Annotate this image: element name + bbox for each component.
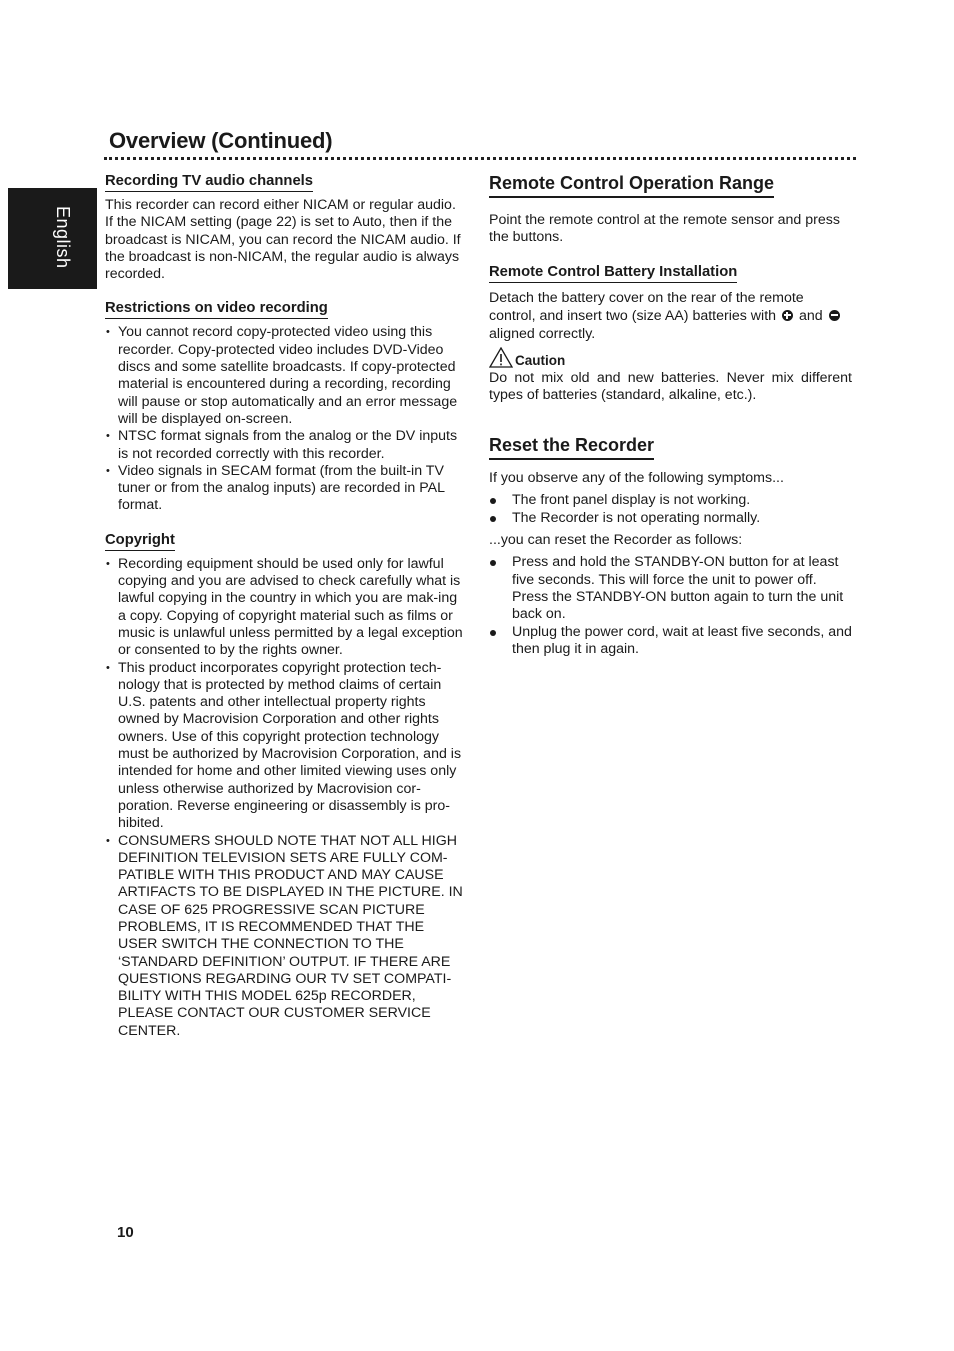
restrictions-list (105, 324, 467, 514)
section-recording-tv-audio (105, 172, 467, 283)
battery-body-text: Detach the battery cover on the rear of the remote control, and insert two (size AA) batteries with (489, 289, 804, 324)
battery-and-text: and (798, 307, 823, 324)
caution-text: Do not mix old and new batteries. Never mix different types of batteries (standard, alkaline, etc.). (489, 369, 852, 403)
reset-transition: ...you can reset the Recorder as follows: (489, 532, 743, 549)
reset-intro: If you observe any of the following symptoms... (489, 470, 784, 487)
copyright-list (105, 556, 467, 1040)
copyright-item: • This product incorporates copyright protection tech-nology that is protected by method claims of certain U.S. patents and other intellectual property rights owned by Macrovision Corporation and other rights owners. Use of this copyright protection technology must be authorized by Macrovision Corporation, and is intended for home and other limited viewing uses only unless otherwise authorized by Macrovision cor-poration. Reverse engineering or disassembly is pro-hibited. (105, 660, 467, 833)
battery-plus-icon (782, 310, 793, 321)
section-reset (489, 434, 852, 658)
section-copyright (105, 531, 467, 1040)
remote-range-heading: Remote Control Operation Range (489, 172, 774, 198)
restrictions-item: • You cannot record copy-protected video using this recorder. Copy-protected video includes DVD-Video discs and some satellite broadcasts. If copy-protected material is encountered during a recording, recording will pause or stop automatically and an error message will be displayed on-screen. (105, 324, 467, 428)
section-battery-installation (489, 263, 852, 405)
warning-triangle-icon (489, 347, 513, 368)
reset-symptoms-list (489, 492, 852, 527)
restrictions-heading: Restrictions on video recording (105, 299, 328, 319)
caution-label: Caution (515, 352, 566, 368)
battery-body (489, 289, 852, 343)
symptom-item: The Recorder is not operating normally. (489, 510, 852, 527)
reset-step-item: Press and hold the STANDBY-ON button for at least five seconds. This will force the unit to power off. Press the STANDBY-ON button again to turn the unit back on. (489, 554, 852, 623)
battery-minus-icon (829, 310, 840, 321)
reset-steps-list (489, 554, 852, 658)
caution-row (489, 347, 852, 368)
remote-range-body: Point the remote control at the remote sensor and press the buttons. (489, 212, 840, 246)
section-remote-range (489, 172, 852, 247)
recording-tv-audio-body: This recorder can record either NICAM or regular audio. If the NICAM setting (page 22) is set to Auto, then if the broadcast is NICAM, you can record the NICAM audio. If the broadcast is non-NICAM, the regular audio is always recorded. (105, 197, 461, 283)
symptom-item: The front panel display is not working. (489, 492, 852, 509)
battery-after-text: aligned correctly. (489, 325, 596, 342)
left-column (105, 172, 467, 1040)
battery-heading: Remote Control Battery Installation (489, 263, 737, 283)
reset-heading: Reset the Recorder (489, 434, 654, 460)
right-column (489, 172, 852, 658)
copyright-item: • Recording equipment should be used only for lawful copying and you are advised to check carefully what is lawful copying in the country in which you are mak-ing a copy. Copying of copyright material such as films or music is unlawful unless permitted by a legal exception or consented to by the rights owner. (105, 556, 467, 660)
reset-step-item: Unplug the power cord, wait at least five seconds, and then plug it in again. (489, 624, 852, 659)
restrictions-item: • Video signals in SECAM format (from the built-in TV tuner or from the analog inputs) are recorded in PAL format. (105, 463, 467, 515)
page-title: Overview (Continued) (109, 128, 333, 153)
copyright-heading: Copyright (105, 531, 175, 551)
copyright-item: • CONSUMERS SHOULD NOTE THAT NOT ALL HIGH DEFINITION TELEVISION SETS ARE FULLY COM-PATIBLE WITH THIS PRODUCT AND MAY CAUSE ARTIFACTS TO BE DISPLAYED IN THE PICTURE. IN CASE OF 625 PROGRESSIVE SCAN PICTURE PROBLEMS, IT IS RECOMMENDED THAT THE USER SWITCH THE CONNECTION TO THE ‘STANDARD DEFINITION’ OUTPUT. IF THERE ARE QUESTIONS REGARDING OUR TV SET COMPATI-BILITY WITH THIS MODEL 625p RECORDER, PLEASE CONTACT OUR CUSTOMER SERVICE CENTER. (105, 833, 467, 1041)
language-tab-label: English (53, 206, 73, 269)
language-tab (8, 188, 97, 289)
page-number: 10 (117, 1224, 134, 1241)
section-restrictions (105, 299, 467, 514)
recording-tv-audio-heading: Recording TV audio channels (105, 172, 313, 192)
title-dotted-rule (104, 157, 856, 160)
restrictions-item: • NTSC format signals from the analog or the DV inputs is not recorded correctly with this recorder. (105, 428, 467, 463)
